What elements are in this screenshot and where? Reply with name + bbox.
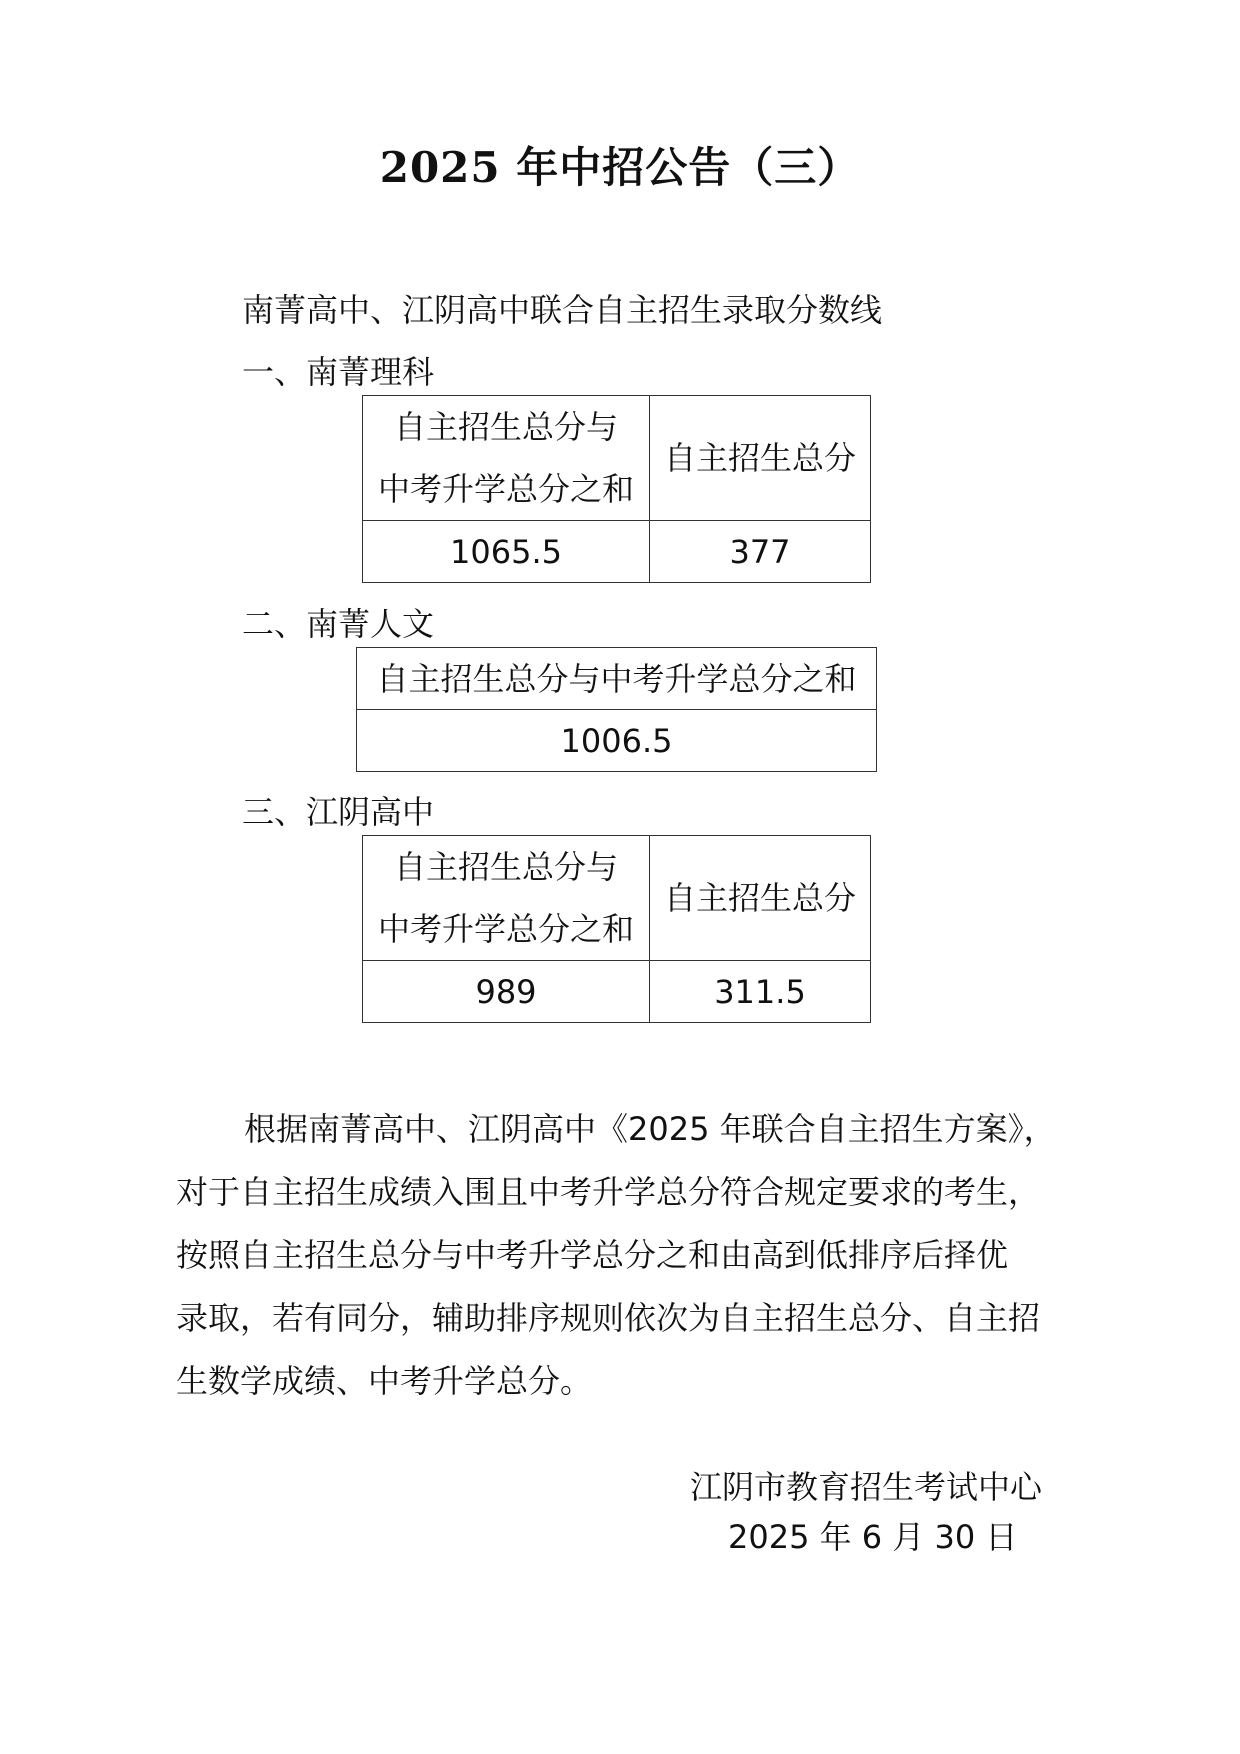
table-cell-self-score: 311.5 <box>650 961 871 1023</box>
issuer-name: 江阴市教育招生考试中心 <box>690 1468 1043 1506</box>
score-table-jiangyin <box>362 835 871 1023</box>
table-header-text: 自主招生总分与 <box>393 408 618 446</box>
body-paragraph <box>176 1098 1076 1413</box>
score-table-science <box>362 395 871 583</box>
section-heading-humanities: 二、南菁人文 <box>242 605 435 643</box>
table-header-text: 中考升学总分之和 <box>377 910 634 948</box>
section-heading-science: 一、南菁理科 <box>242 353 435 391</box>
table-header-self-score: 自主招生总分 <box>650 836 871 961</box>
table-header-text: 中考升学总分之和 <box>377 470 634 508</box>
issue-date: 2025 年 6 月 30 日 <box>728 1518 1018 1556</box>
table-cell-total-sum: 1065.5 <box>363 521 650 583</box>
table-header-self-score: 自主招生总分 <box>650 396 871 521</box>
table-header-total-sum: 自主招生总分与中考升学总分之和 <box>357 648 877 710</box>
paragraph-line: 录取，若有同分，辅助排序规则依次为自主招生总分、自主招 <box>176 1299 1041 1337</box>
paragraph-line: 根据南菁高中、江阴高中《2025 年联合自主招生方案》， <box>244 1110 1056 1148</box>
table-cell-total-sum: 989 <box>363 961 650 1023</box>
document-subtitle: 南菁高中、江阴高中联合自主招生录取分数线 <box>242 291 883 329</box>
score-table-humanities <box>356 647 877 772</box>
document-title: 2025 年中招公告（三） <box>379 143 861 192</box>
paragraph-line: 对于自主招生成绩入围且中考升学总分符合规定要求的考生， <box>176 1173 1041 1211</box>
paragraph-line: 生数学成绩、中考升学总分。 <box>176 1362 593 1400</box>
paragraph-line: 按照自主招生总分与中考升学总分之和由高到低排序后择优 <box>176 1236 1009 1274</box>
table-cell-self-score: 377 <box>650 521 871 583</box>
table-header-total-sum <box>363 836 650 961</box>
section-heading-jiangyin: 三、江阴高中 <box>242 793 435 831</box>
table-header-total-sum <box>363 396 650 521</box>
table-header-text: 自主招生总分与 <box>393 848 618 886</box>
table-cell-total-sum: 1006.5 <box>357 710 877 772</box>
